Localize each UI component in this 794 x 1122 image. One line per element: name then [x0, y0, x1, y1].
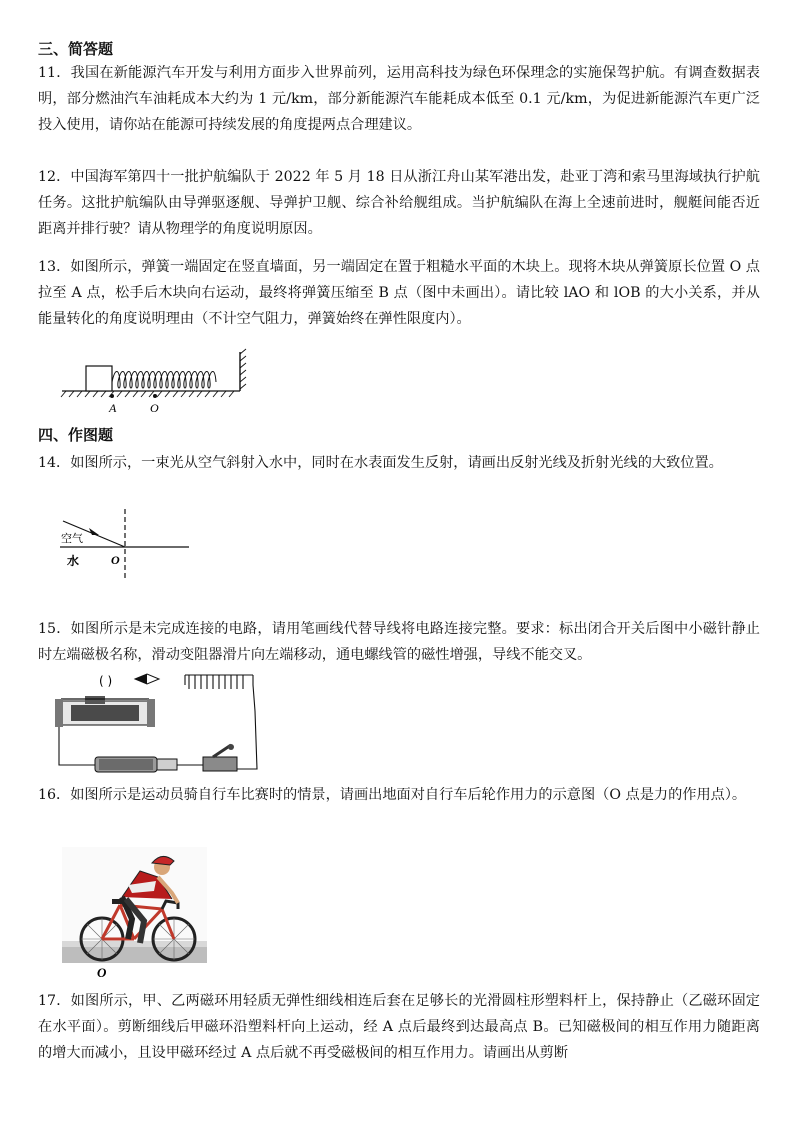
light-refraction-figure [55, 507, 195, 581]
section-heading-drawing: 四、作图题 [38, 426, 114, 444]
label-point-o: O [111, 553, 120, 567]
question-14: 14．如图所示，一束光从空气斜射入水中，同时在水表面发生反射，请画出反射光线及折射光线的大致位置。 [38, 455, 723, 471]
needle-pole-label: ( ) [99, 674, 113, 688]
bike-label-o: O [97, 965, 107, 980]
solenoid-icon [185, 675, 257, 769]
question-15: 15．如图所示是未完成连接的电路，请用笔画线代替导线将电路连接完整。要求：标出闭合开关后图中小磁针静止时左端磁极名称，滑动变阻器滑片向左端移动，通电螺线管的磁性增强，导线不能交叉。 [38, 621, 760, 663]
section-heading-short-answer: 三、简答题 [38, 40, 114, 58]
rheostat-icon [55, 696, 155, 727]
question-17: 17．如图所示，甲、乙两磁环用轻质无弹性细线相连后套在足够长的光滑圆柱形塑料杆上，保持静止（乙磁环固定在水平面）。剪断细线后甲磁环沿塑料杆向上运动，经 A 点后最终到达最高点 B。已知磁极间的相互作用力随距离的增大而减小，且设甲磁环经过 A 点后就不再受磁极间的相互作用力。请画出从剪断 [38, 993, 760, 1061]
question-12: 12．中国海军第四十一批护航编队于 2022 年 5 月 18 日从浙江舟山某军港出发，赴亚丁湾和索马里海域执行护航任务。这批护航编队由导弹驱逐舰、导弹护卫舰、综合补给舰组成。当护航编队在海上全速前进时，舰艇间能否近距离并排行驶？请从物理学的角度说明原因。 [38, 169, 760, 237]
bike-point-o-figure [94, 960, 116, 982]
question-11: 11．我国在新能源汽车开发与利用方面步入世界前列，运用高科技为绿色环保理念的实施保驾护航。有调查数据表明，部分燃油汽车油耗成本大约为 1 元/km，部分新能源汽车能耗成本低至 0.1 元/km，为促进新能源汽车更广泛投入使用，请你站在能源可持续发展的角度提两点合理建议。 [38, 65, 760, 133]
label-o: O [150, 401, 159, 415]
label-air: 空气 [61, 532, 83, 545]
label-water: 水 [67, 554, 80, 568]
label-a: A [109, 401, 117, 415]
switch-icon [203, 744, 237, 771]
circuit-figure [55, 671, 265, 777]
compass-needle-icon [135, 674, 159, 684]
question-13: 13．如图所示，弹簧一端固定在竖直墙面，另一端固定在置于粗糙水平面的木块上。现将木块从弹簧原长位置 O 点拉至 A 点，松手后木块向右运动，最终将弹簧压缩至 B 点（图中未画出）。请比较 lAO 和 lOB 的大小关系，并从能量转化的角度说明理由（不计空气阻力，弹簧始终在弹性限度内）。 [38, 259, 760, 327]
spring-block-figure [58, 346, 250, 418]
battery-icon [95, 757, 177, 772]
cyclist-photo [62, 847, 207, 963]
question-16: 16．如图所示是运动员骑自行车比赛时的情景，请画出地面对自行车后轮作用力的示意图（O 点是力的作用点）。 [38, 787, 747, 803]
